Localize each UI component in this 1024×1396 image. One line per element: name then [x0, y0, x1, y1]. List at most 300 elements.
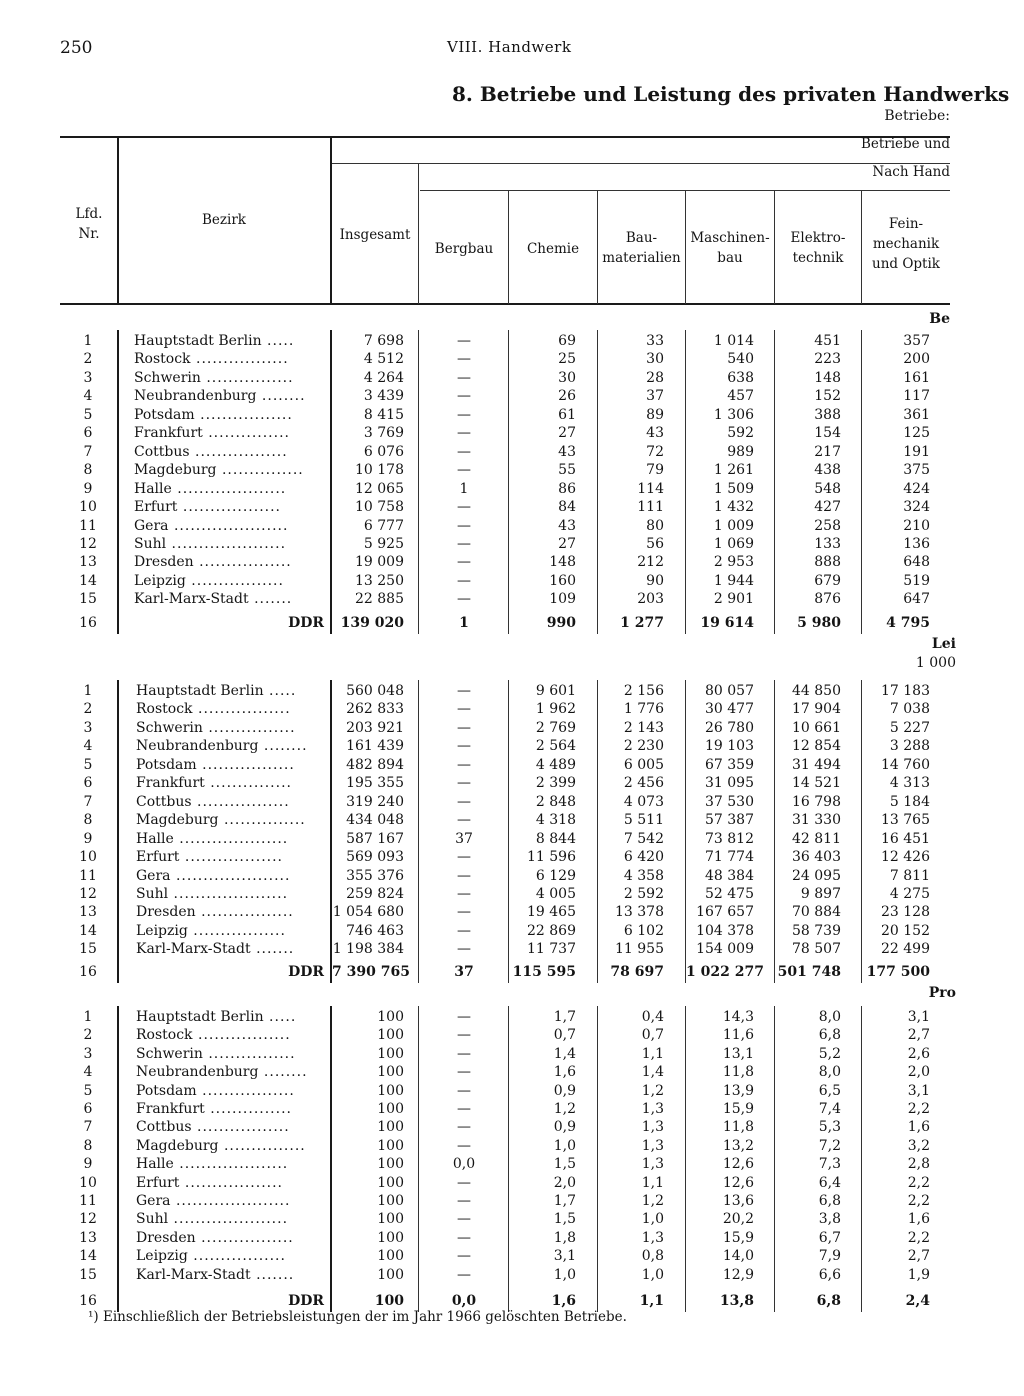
cell-chemie: 0,9 [553, 1119, 576, 1136]
district-name: Halle .................... [136, 830, 289, 847]
cell-chemie: 1,7 [553, 1009, 576, 1025]
row-number: 16 [79, 615, 97, 631]
cell-maschinenbau: 1 022 277 [686, 964, 764, 980]
cell-bergbau: — [457, 535, 471, 552]
cell-chemie: 2,0 [553, 1174, 576, 1191]
section2-unit: 1 000 [915, 655, 956, 671]
cell-chemie: 6 129 [535, 867, 576, 884]
cell-maschinenbau: 12,6 [722, 1174, 754, 1191]
cell-insgesamt: 1 054 680 [332, 904, 404, 921]
cell-feinmechanik: 3 288 [889, 738, 930, 755]
cell-elektrotechnik: 876 [814, 591, 841, 608]
cell-chemie: 43 [558, 517, 576, 534]
district-name: Karl-Marx-Stadt ....... [136, 1266, 295, 1283]
cell-chemie: 19 465 [527, 904, 576, 921]
cell-chemie: 86 [558, 480, 576, 497]
cell-elektrotechnik: 6,8 [818, 1027, 841, 1044]
cell-elektrotechnik: 70 884 [792, 904, 841, 921]
cell-baumaterialien: 11 955 [615, 941, 664, 958]
row-number: 15 [79, 591, 97, 608]
cell-baumaterialien: 30 [646, 351, 664, 368]
cell-elektrotechnik: 152 [814, 388, 841, 405]
cell-feinmechanik: 648 [903, 554, 930, 571]
cell-elektrotechnik: 10 661 [792, 719, 841, 736]
cell-elektrotechnik: 7,3 [818, 1156, 841, 1173]
cell-elektrotechnik: 133 [814, 535, 841, 552]
cell-bergbau: — [457, 1211, 471, 1228]
cell-elektrotechnik: 16 798 [792, 793, 841, 810]
cell-maschinenbau: 52 475 [705, 885, 754, 902]
cell-maschinenbau: 1 509 [713, 480, 754, 497]
cell-bergbau: — [457, 885, 471, 902]
cell-baumaterialien: 1,3 [641, 1229, 664, 1246]
cell-feinmechanik: 1,6 [907, 1119, 930, 1136]
cell-baumaterialien: 1,2 [641, 1193, 664, 1209]
district-name: Cottbus ................. [134, 443, 288, 460]
row-number: 13 [79, 1229, 97, 1246]
cell-elektrotechnik: 6,6 [818, 1266, 841, 1283]
cell-insgesamt: 7 698 [363, 333, 404, 349]
cell-insgesamt: 6 777 [363, 517, 404, 534]
cell-chemie: 26 [558, 388, 576, 405]
cell-insgesamt: 3 439 [363, 388, 404, 405]
cell-bergbau: — [457, 554, 471, 571]
cell-baumaterialien: 0,4 [641, 1009, 664, 1025]
cell-maschinenbau: 48 384 [705, 867, 754, 884]
cell-bergbau: 37 [455, 830, 473, 847]
cell-baumaterialien: 1,0 [641, 1266, 664, 1283]
cell-elektrotechnik: 58 739 [792, 922, 841, 939]
cell-maschinenbau: 1 069 [713, 535, 754, 552]
cell-chemie: 1,0 [553, 1137, 576, 1154]
cell-baumaterialien: 6 005 [623, 756, 664, 773]
cell-insgesamt: 434 048 [346, 812, 404, 829]
row-number: 9 [83, 1156, 93, 1173]
district-name: Halle .................... [134, 480, 287, 497]
cell-maschinenbau: 592 [727, 425, 754, 442]
cell-bergbau: — [457, 1193, 471, 1209]
cell-chemie: 1,6 [551, 1293, 576, 1309]
cell-baumaterialien: 79 [646, 462, 664, 479]
cell-bergbau: — [457, 351, 471, 368]
cell-baumaterialien: 56 [646, 535, 664, 552]
cell-insgesamt: 5 925 [363, 535, 404, 552]
cell-insgesamt: 746 463 [346, 922, 404, 939]
cell-insgesamt: 259 824 [346, 885, 404, 902]
cell-maschinenbau: 2 901 [713, 591, 754, 608]
row-number: 8 [83, 1137, 93, 1154]
group1-rule [332, 163, 950, 164]
cell-chemie: 25 [558, 351, 576, 368]
cell-feinmechanik: 23 128 [881, 904, 930, 921]
row-number: 1 [83, 333, 93, 349]
cell-bergbau: — [457, 591, 471, 608]
cell-maschinenbau: 80 057 [705, 683, 754, 699]
district-name: Karl-Marx-Stadt ....... [134, 591, 293, 608]
cell-baumaterialien: 2 143 [623, 719, 664, 736]
cell-chemie: 0,7 [553, 1027, 576, 1044]
district-name: DDR [288, 964, 324, 980]
cell-maschinenbau: 13,8 [719, 1293, 754, 1309]
cell-baumaterialien: 1,1 [641, 1174, 664, 1191]
cell-chemie: 8 844 [535, 830, 576, 847]
cell-bergbau: — [457, 517, 471, 534]
cell-maschinenbau: 19 614 [700, 615, 754, 631]
cell-feinmechanik: 17 183 [881, 683, 930, 699]
cell-baumaterialien: 1,3 [641, 1156, 664, 1173]
district-name: DDR [288, 615, 324, 631]
header-baumaterialien: Bau- materialien [602, 230, 681, 266]
cell-feinmechanik: 2,0 [907, 1064, 930, 1081]
cell-baumaterialien: 1,1 [641, 1045, 664, 1062]
cell-feinmechanik: 4 313 [889, 775, 930, 792]
header-chemie: Chemie [526, 241, 580, 257]
cell-feinmechanik: 4 275 [889, 885, 930, 902]
cell-elektrotechnik: 31 330 [792, 812, 841, 829]
cell-feinmechanik: 200 [903, 351, 930, 368]
district-name: Schwerin ................ [136, 1045, 296, 1062]
cell-feinmechanik: 647 [903, 591, 930, 608]
cell-chemie: 160 [549, 572, 576, 589]
cell-insgesamt: 100 [377, 1193, 404, 1209]
cell-elektrotechnik: 78 507 [792, 941, 841, 958]
cell-elektrotechnik: 217 [814, 443, 841, 460]
cell-maschinenbau: 2 953 [713, 554, 754, 571]
cell-maschinenbau: 13,1 [722, 1045, 754, 1062]
cell-feinmechanik: 22 499 [881, 941, 930, 958]
cell-insgesamt: 100 [377, 1064, 404, 1081]
cell-baumaterialien: 80 [646, 517, 664, 534]
district-name: Schwerin ................ [134, 369, 294, 386]
cell-insgesamt: 100 [377, 1027, 404, 1044]
row-number: 10 [79, 1174, 97, 1191]
section2-label: Lei [931, 636, 956, 652]
cell-chemie: 61 [558, 406, 576, 423]
cell-feinmechanik: 2,6 [907, 1045, 930, 1062]
cell-insgesamt: 6 076 [363, 443, 404, 460]
header-insgesamt: Insgesamt [339, 227, 411, 243]
cell-maschinenbau: 71 774 [705, 849, 754, 866]
section1-label: Be [929, 311, 950, 327]
col-divider-bezirk [330, 137, 332, 304]
row-number: 2 [83, 701, 93, 718]
cell-baumaterialien: 5 511 [623, 812, 664, 829]
row-number: 11 [79, 1193, 97, 1209]
cell-feinmechanik: 5 184 [889, 793, 930, 810]
cell-elektrotechnik: 36 403 [792, 849, 841, 866]
cell-insgesamt: 587 167 [346, 830, 404, 847]
cell-bergbau: — [457, 941, 471, 958]
district-name: Dresden ................. [136, 1229, 294, 1246]
row-number: 2 [83, 351, 93, 368]
cell-chemie: 43 [558, 443, 576, 460]
row-number: 4 [83, 1064, 93, 1081]
cell-baumaterialien: 1 277 [620, 615, 664, 631]
district-name: Hauptstadt Berlin ..... [136, 683, 297, 699]
row-number: 16 [79, 964, 97, 980]
cell-chemie: 1,4 [553, 1045, 576, 1062]
body-rule [418, 330, 419, 634]
cell-feinmechanik: 357 [903, 333, 930, 349]
cell-feinmechanik: 20 152 [881, 922, 930, 939]
cell-maschinenbau: 19 103 [705, 738, 754, 755]
cell-elektrotechnik: 888 [814, 554, 841, 571]
table-subtitle: Betriebe: [884, 108, 950, 124]
cell-maschinenbau: 167 657 [696, 904, 754, 921]
cell-maschinenbau: 1 432 [713, 499, 754, 516]
district-name: Gera ..................... [134, 517, 289, 534]
cell-bergbau: — [457, 1248, 471, 1265]
row-number: 4 [83, 388, 93, 405]
cell-maschinenbau: 989 [727, 443, 754, 460]
cell-baumaterialien: 33 [646, 333, 664, 349]
cell-insgesamt: 100 [377, 1101, 404, 1117]
cell-elektrotechnik: 548 [814, 480, 841, 497]
district-name: Suhl ..................... [136, 1211, 289, 1228]
cell-feinmechanik: 324 [903, 499, 930, 516]
cell-bergbau: — [457, 683, 471, 699]
cell-elektrotechnik: 223 [814, 351, 841, 368]
row-number: 11 [79, 517, 97, 534]
cell-chemie: 1,8 [553, 1229, 576, 1246]
cell-feinmechanik: 1,6 [907, 1211, 930, 1228]
cell-maschinenbau: 1 009 [713, 517, 754, 534]
cell-feinmechanik: 519 [903, 572, 930, 589]
cell-elektrotechnik: 42 811 [792, 830, 841, 847]
cell-baumaterialien: 1,3 [641, 1137, 664, 1154]
row-number: 7 [83, 443, 93, 460]
cell-insgesamt: 161 439 [346, 738, 404, 755]
district-name: Leipzig ................. [136, 922, 286, 939]
cell-feinmechanik: 177 500 [866, 964, 930, 980]
cell-insgesamt: 19 009 [355, 554, 404, 571]
cell-baumaterialien: 1,3 [641, 1119, 664, 1136]
cell-baumaterialien: 43 [646, 425, 664, 442]
cell-bergbau: — [457, 1229, 471, 1246]
cell-maschinenbau: 13,9 [722, 1082, 754, 1099]
cell-maschinenbau: 12,6 [722, 1156, 754, 1173]
cell-insgesamt: 100 [377, 1156, 404, 1173]
cell-elektrotechnik: 31 494 [792, 756, 841, 773]
header-maschinenbau: Maschinen- bau [690, 230, 770, 266]
cell-elektrotechnik: 8,0 [818, 1009, 841, 1025]
row-number: 15 [79, 941, 97, 958]
cell-bergbau: — [457, 388, 471, 405]
cell-bergbau: — [457, 756, 471, 773]
cell-baumaterialien: 4 073 [623, 793, 664, 810]
cell-elektrotechnik: 17 904 [792, 701, 841, 718]
cell-chemie: 1,0 [553, 1266, 576, 1283]
cell-insgesamt: 100 [377, 1082, 404, 1099]
district-name: Cottbus ................. [136, 1119, 290, 1136]
cell-insgesamt: 4 264 [363, 369, 404, 386]
cell-insgesamt: 22 885 [355, 591, 404, 608]
cell-maschinenbau: 67 359 [705, 756, 754, 773]
cell-chemie: 990 [546, 615, 576, 631]
district-name: Erfurt .................. [136, 1174, 283, 1191]
body-rule [117, 330, 119, 634]
cell-elektrotechnik: 7,9 [818, 1248, 841, 1265]
cell-maschinenbau: 104 378 [696, 922, 754, 939]
cell-baumaterialien: 4 358 [623, 867, 664, 884]
cell-feinmechanik: 424 [903, 480, 930, 497]
cell-maschinenbau: 26 780 [705, 719, 754, 736]
district-name: Potsdam ................. [136, 756, 295, 773]
cell-bergbau: 0,0 [452, 1156, 476, 1173]
col-divider-insgesamt [418, 164, 419, 304]
district-name: Magdeburg ............... [136, 812, 306, 829]
district-name: Magdeburg ............... [134, 462, 304, 479]
cell-elektrotechnik: 3,8 [818, 1211, 841, 1228]
cell-feinmechanik: 3,1 [907, 1009, 930, 1025]
district-name: Potsdam ................. [134, 406, 293, 423]
cell-chemie: 2 564 [535, 738, 576, 755]
cell-bergbau: — [457, 572, 471, 589]
cell-maschinenbau: 37 530 [705, 793, 754, 810]
cell-feinmechanik: 3,2 [907, 1137, 930, 1154]
cell-maschinenbau: 1 306 [713, 406, 754, 423]
row-number: 6 [83, 775, 93, 792]
cell-baumaterialien: 90 [646, 572, 664, 589]
cell-maschinenbau: 14,0 [722, 1248, 754, 1265]
cell-insgesamt: 10 758 [355, 499, 404, 516]
cell-bergbau: — [457, 793, 471, 810]
cell-chemie: 1,6 [553, 1064, 576, 1081]
row-number: 6 [83, 1101, 93, 1117]
cell-bergbau: — [457, 443, 471, 460]
cell-elektrotechnik: 6,5 [818, 1082, 841, 1099]
cell-chemie: 2 848 [535, 793, 576, 810]
cell-baumaterialien: 1,0 [641, 1211, 664, 1228]
cell-insgesamt: 100 [377, 1211, 404, 1228]
cell-feinmechanik: 2,2 [907, 1101, 930, 1117]
row-number: 3 [83, 369, 93, 386]
cell-maschinenbau: 30 477 [705, 701, 754, 718]
cell-elektrotechnik: 9 897 [800, 885, 841, 902]
row-number: 8 [83, 462, 93, 479]
cell-baumaterialien: 28 [646, 369, 664, 386]
cell-maschinenbau: 20,2 [722, 1211, 754, 1228]
row-number: 12 [79, 1211, 97, 1228]
district-name: DDR [288, 1293, 324, 1309]
cell-insgesamt: 262 833 [346, 701, 404, 718]
cell-baumaterialien: 13 378 [615, 904, 664, 921]
cell-feinmechanik: 13 765 [881, 812, 930, 829]
row-number: 9 [83, 480, 93, 497]
cell-bergbau: — [457, 1119, 471, 1136]
district-name: Leipzig ................. [136, 1248, 286, 1265]
cell-maschinenbau: 57 387 [705, 812, 754, 829]
district-name: Gera ..................... [136, 1193, 291, 1209]
cell-baumaterialien: 1,2 [641, 1082, 664, 1099]
cell-feinmechanik: 2,2 [907, 1229, 930, 1246]
cell-maschinenbau: 15,9 [722, 1229, 754, 1246]
cell-baumaterialien: 37 [646, 388, 664, 405]
cell-bergbau: — [457, 701, 471, 718]
cell-chemie: 84 [558, 499, 576, 516]
cell-feinmechanik: 2,4 [905, 1293, 930, 1309]
cell-bergbau: — [457, 1174, 471, 1191]
cell-insgesamt: 100 [374, 1293, 404, 1309]
cell-chemie: 55 [558, 462, 576, 479]
district-name: Hauptstadt Berlin ..... [136, 1009, 297, 1025]
cell-maschinenbau: 11,8 [722, 1064, 754, 1081]
cell-insgesamt: 8 415 [363, 406, 404, 423]
header-lfd-nr: Lfd. Nr. [75, 206, 103, 242]
cell-bergbau: — [457, 775, 471, 792]
row-number: 3 [83, 1045, 93, 1062]
row-number: 15 [79, 1266, 97, 1283]
cell-baumaterialien: 6 102 [623, 922, 664, 939]
district-name: Neubrandenburg ........ [134, 388, 306, 405]
cell-maschinenbau: 73 812 [705, 830, 754, 847]
cell-feinmechanik: 7 811 [889, 867, 930, 884]
cell-elektrotechnik: 8,0 [818, 1064, 841, 1081]
cell-feinmechanik: 136 [903, 535, 930, 552]
cell-chemie: 1,2 [553, 1101, 576, 1117]
cell-feinmechanik: 361 [903, 406, 930, 423]
cell-chemie: 115 595 [512, 964, 576, 980]
district-name: Frankfurt ............... [136, 1101, 292, 1117]
cell-insgesamt: 4 512 [363, 351, 404, 368]
cell-chemie: 27 [558, 425, 576, 442]
cell-maschinenbau: 1 014 [713, 333, 754, 349]
cell-baumaterialien: 1,3 [641, 1101, 664, 1117]
cell-chemie: 1,7 [553, 1193, 576, 1209]
cell-feinmechanik: 5 227 [889, 719, 930, 736]
cell-maschinenbau: 540 [727, 351, 754, 368]
cell-chemie: 22 869 [527, 922, 576, 939]
row-number: 13 [79, 554, 97, 571]
district-name: Frankfurt ............... [134, 425, 290, 442]
cell-chemie: 148 [549, 554, 576, 571]
header-bergbau: Bergbau [434, 241, 494, 257]
cell-chemie: 2 399 [535, 775, 576, 792]
cell-feinmechanik: 4 795 [886, 615, 930, 631]
cell-insgesamt: 100 [377, 1229, 404, 1246]
cell-maschinenbau: 11,6 [722, 1027, 754, 1044]
cell-elektrotechnik: 388 [814, 406, 841, 423]
district-name: Suhl ..................... [136, 885, 289, 902]
cell-maschinenbau: 457 [727, 388, 754, 405]
cell-feinmechanik: 2,2 [907, 1174, 930, 1191]
page-number: 250 [60, 38, 93, 58]
cell-baumaterialien: 2 456 [623, 775, 664, 792]
cell-bergbau: — [457, 1101, 471, 1117]
cell-elektrotechnik: 5,2 [818, 1045, 841, 1062]
body-rule [418, 680, 419, 983]
cell-bergbau: 1 [459, 480, 469, 497]
cell-elektrotechnik: 6,8 [818, 1193, 841, 1209]
district-name: Neubrandenburg ........ [136, 738, 308, 755]
cell-baumaterialien: 6 420 [623, 849, 664, 866]
cell-bergbau: — [457, 333, 471, 349]
row-number: 14 [79, 922, 97, 939]
cell-bergbau: — [457, 1137, 471, 1154]
cell-maschinenbau: 12,9 [722, 1266, 754, 1283]
cell-insgesamt: 10 178 [355, 462, 404, 479]
cell-maschinenbau: 1 944 [713, 572, 754, 589]
cell-baumaterialien: 111 [637, 499, 664, 516]
cell-baumaterialien: 114 [637, 480, 664, 497]
cell-elektrotechnik: 24 095 [792, 867, 841, 884]
cell-maschinenbau: 14,3 [722, 1009, 754, 1025]
row-number: 1 [83, 1009, 93, 1025]
cell-feinmechanik: 2,7 [907, 1248, 930, 1265]
cell-feinmechanik: 16 451 [881, 830, 930, 847]
row-number: 9 [83, 830, 93, 847]
footnote: ¹) Einschließlich der Betriebsleistungen der im Jahr 1966 gelöschten Betriebe. [88, 1309, 627, 1325]
